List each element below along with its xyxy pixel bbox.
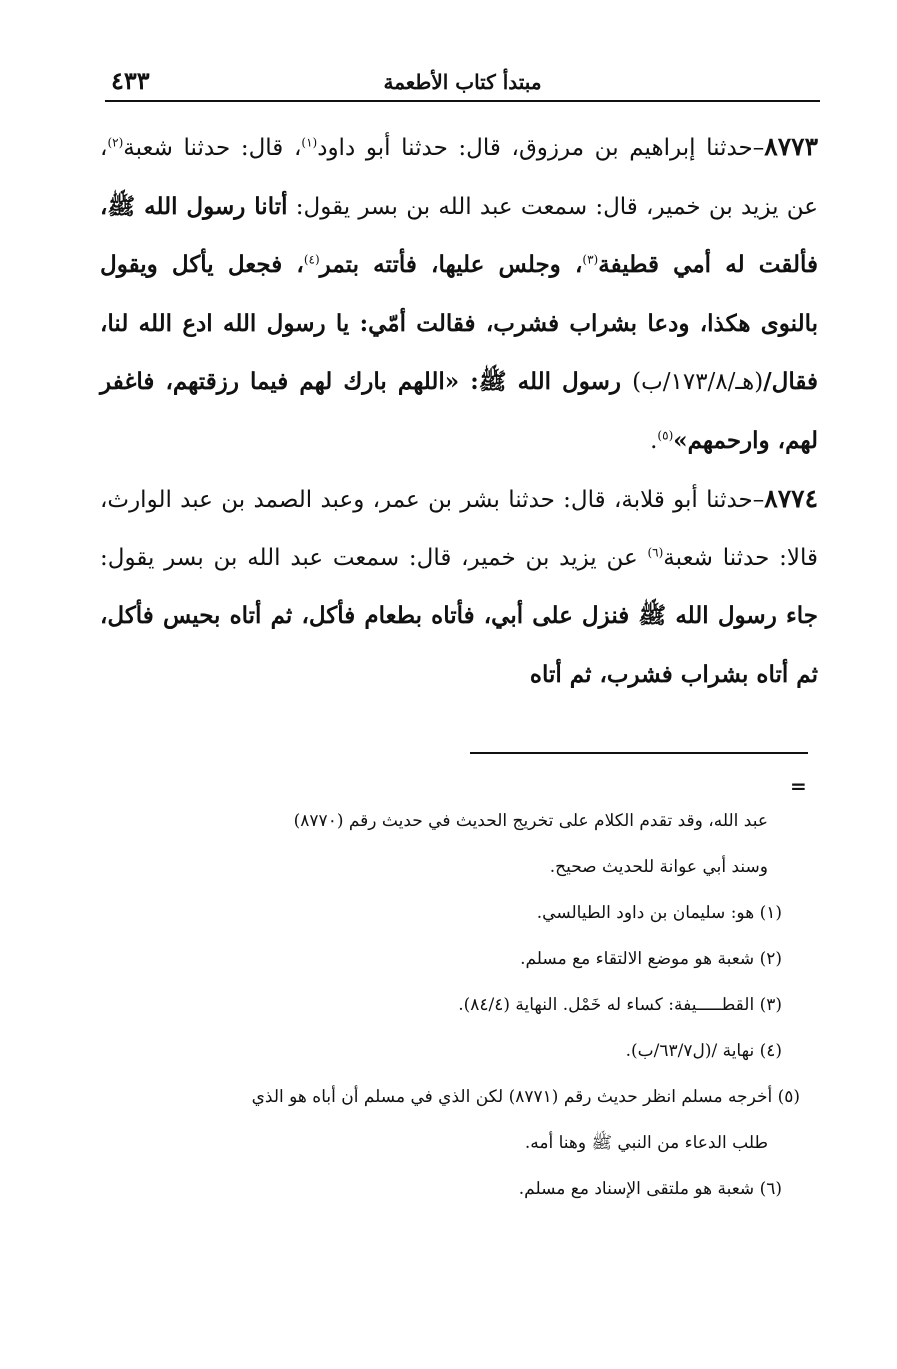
matn-text: أتانا رسول الله ﷺ، فألقت له أمي قطيفة (100, 192, 818, 278)
matn-text: رسول الله ﷺ: «اللهم بارك لهم فيما رزقتهم، فاغفر لهم، وارحمهم» (100, 368, 818, 454)
footnote-line: (٦) شعبة هو ملتقى الإسناد مع مسلم. (518, 1179, 782, 1199)
isnad-text: ، قال: حدثنا شعبة (123, 135, 302, 161)
hadith-number: ٨٧٧٤ (764, 484, 818, 513)
isnad-text: ، عن يزيد بن خمير، قال: سمعت عبد الله بن بسر يقول: (100, 135, 818, 220)
footnote-line: (٢) شعبة هو موضع الالتقاء مع مسلم. (520, 949, 782, 969)
hadith-8773 (100, 118, 818, 470)
period: . (650, 427, 658, 454)
footnote-ref[interactable]: (١) (301, 135, 318, 150)
footnote-ref[interactable]: (٥) (657, 427, 674, 442)
matn-text: ، وجلس عليها، فأتته بتمر (319, 251, 583, 278)
page-number: ٤٣٣ (111, 66, 150, 95)
footnote-line: (٤) نهاية /(ل٦٣/٧/ب). (625, 1041, 782, 1061)
main-text (100, 118, 818, 704)
footnote-line: عبد الله، وقد تقدم الكلام على تخريج الحديث في حديث رقم (٨٧٧٠) (293, 811, 768, 831)
footnote-line: (٣) القطـــــيفة: كساء له خَمْل. النهاية (٨٤/٤). (458, 995, 782, 1015)
manuscript-ref: (هـ/١٧٣/٨/ب) (632, 369, 764, 395)
footnote-ref[interactable]: (٤) (303, 252, 320, 267)
footnote-line: طلب الدعاء من النبي ﷺ وهنا أمه. (524, 1133, 768, 1153)
header-rule (105, 100, 820, 102)
isnad-text: –حدثنا أبو قلابة، قال: حدثنا بشر بن عمر، وعبد الصمد بن عبد الوارث، قالا: حدثنا شعبة (100, 487, 818, 571)
matn-text: ، فجعل يأكل ويقول بالنوى هكذا، ودعا بشراب فشرب، فقالت أمّي: يا رسول الله ادع الله لنا، فقال/ (100, 251, 818, 395)
footnote-divider (470, 752, 808, 754)
matn-text: جاء رسول الله ﷺ فنزل على أبي، فأتاه بطعام فأكل، ثم أتاه بحيس فأكل، ثم أتاه بشراب فشرب، ثم أتاه (100, 602, 818, 688)
footnote-line: (٥) أخرجه مسلم انظر حديث رقم (٨٧٧١) لكن الذي في مسلم أن أباه هو الذي (251, 1087, 800, 1107)
footnote-ref[interactable]: (٣) (582, 252, 599, 267)
hadith-number: ٨٧٧٣ (764, 132, 818, 161)
running-title: مبتدأ كتاب الأطعمة (383, 70, 542, 94)
footnote-ref[interactable]: (٦) (647, 544, 664, 559)
footnotes (88, 798, 808, 1212)
isnad-text: –حدثنا إبراهيم بن مرزوق، قال: حدثنا أبو داود (317, 135, 765, 161)
footnote-ref[interactable]: (٢) (107, 135, 124, 150)
hadith-8774 (100, 470, 818, 704)
footnote-line: وسند أبي عوانة للحديث صحيح. (549, 857, 768, 877)
footnote-line: (١) هو: سليمان بن داود الطيالسي. (536, 903, 782, 923)
isnad-text: عن يزيد بن خمير، قال: سمعت عبد الله بن بسر يقول: (100, 544, 648, 571)
page-header (105, 66, 820, 102)
continuation-mark: = (790, 774, 807, 798)
